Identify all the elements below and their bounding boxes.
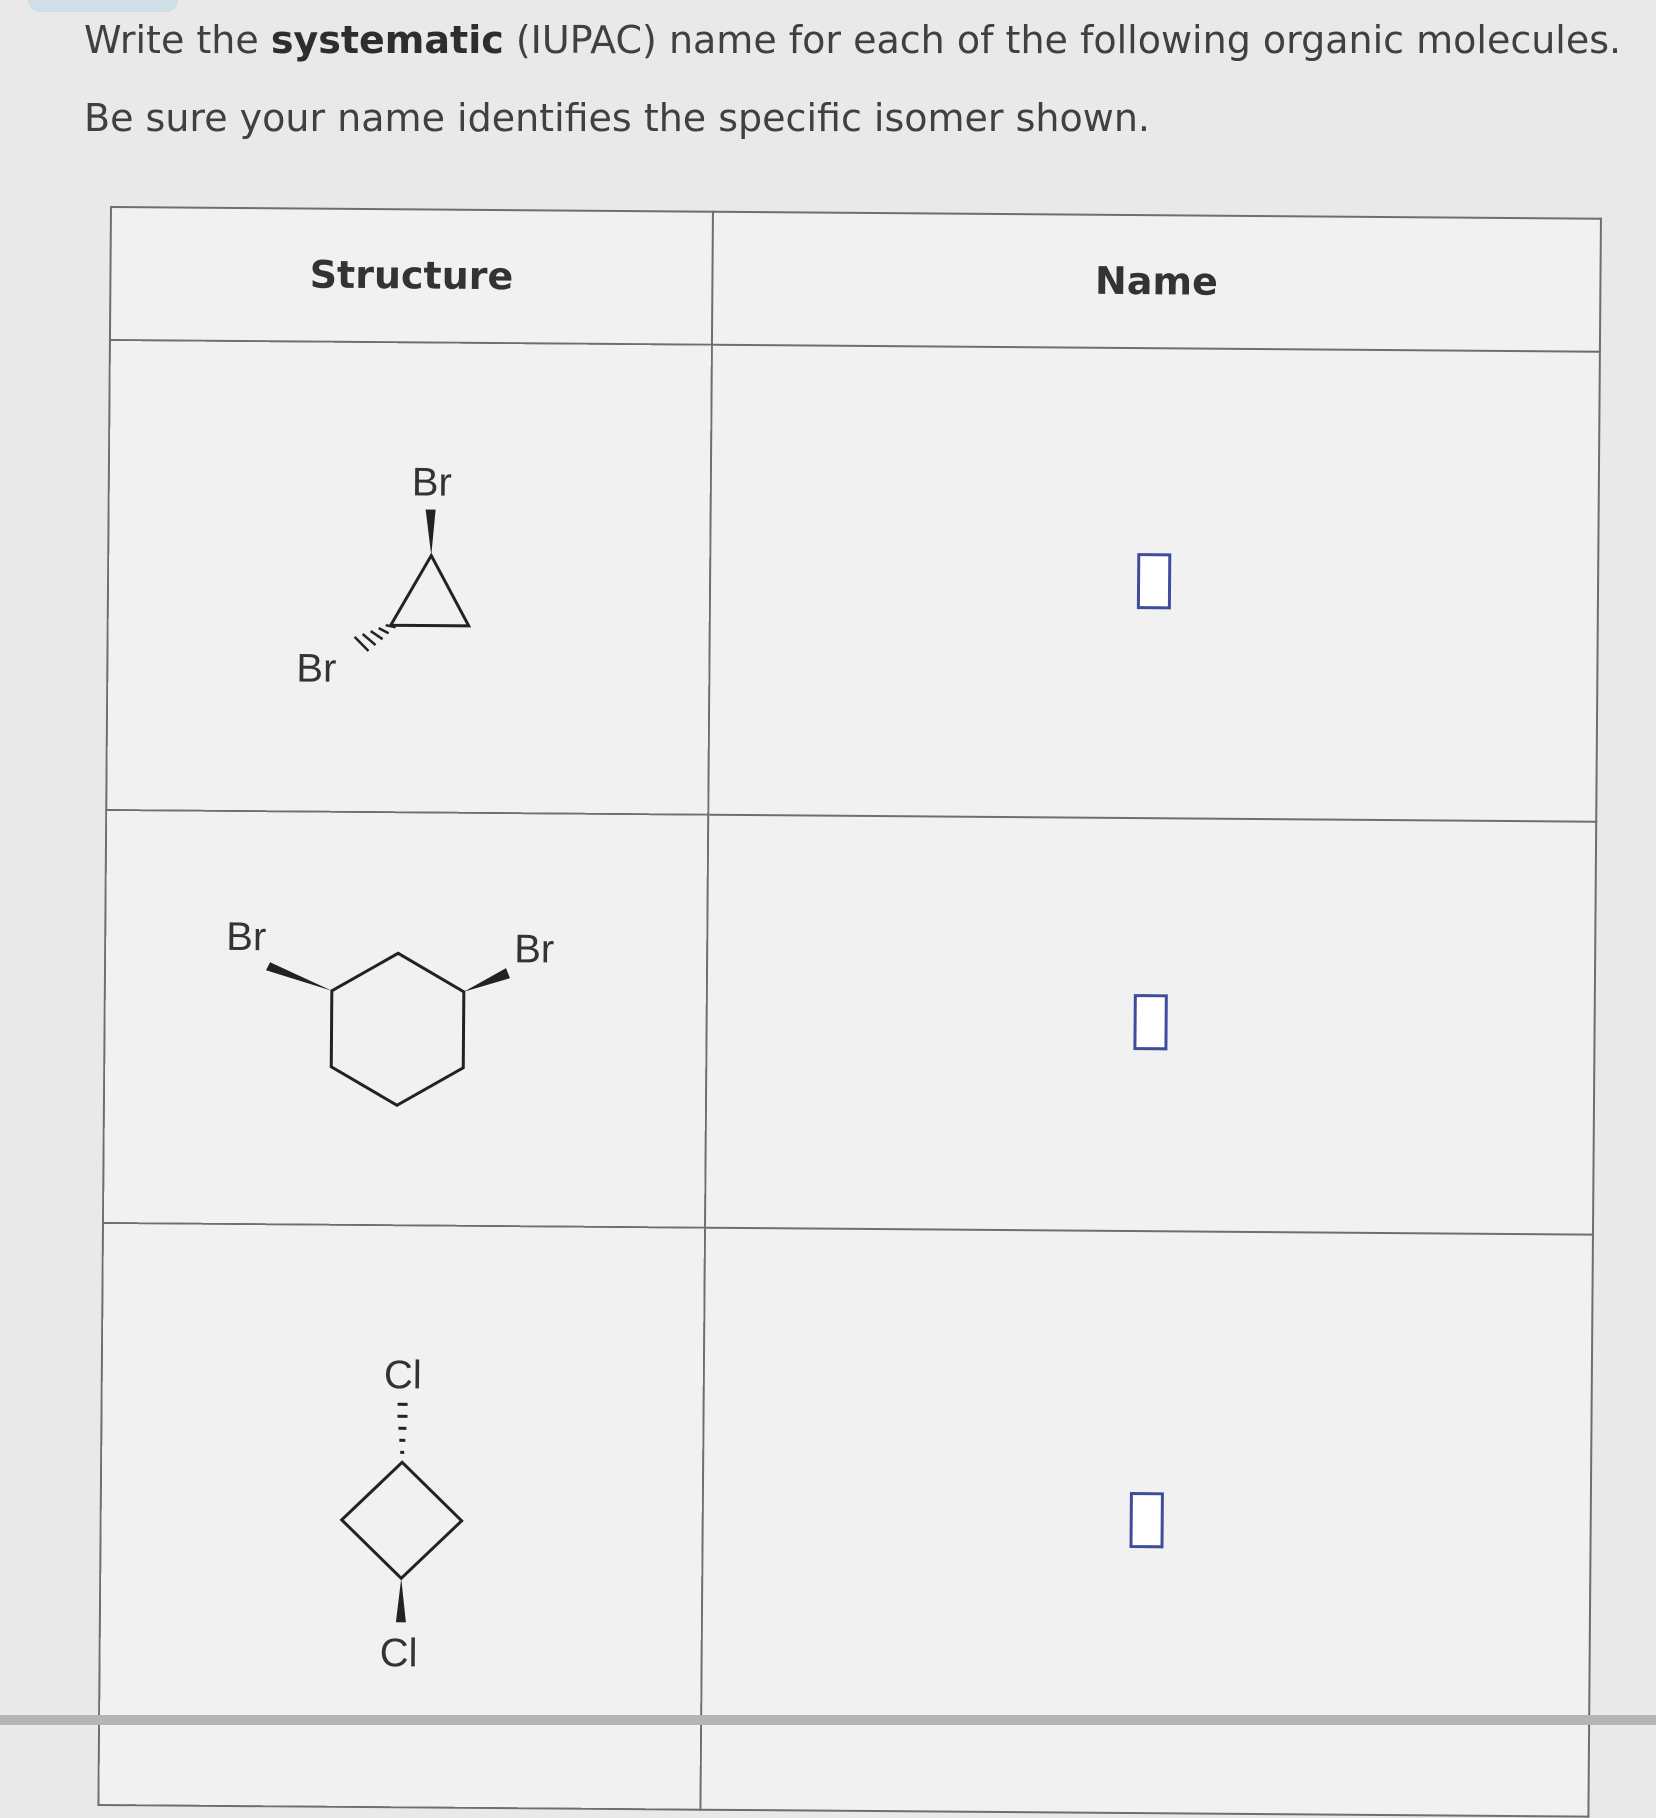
instruction-text: Write the [84,18,271,62]
dichlorocyclobutane-structure [250,1345,553,1687]
name-answer-field[interactable] [1129,1492,1163,1548]
wedge-bond [266,963,332,992]
atom-label-cl-bottom: Cl [380,1631,418,1675]
wedge-bond [396,1578,406,1622]
bottom-bar [0,1715,1656,1725]
header-name: Name [712,212,1601,352]
atom-label-br-left: Br [226,915,266,959]
cyclohexane-ring [331,953,464,1106]
wedge-bond [464,968,510,992]
name-cell [708,344,1600,821]
structure-name-table [97,206,1602,1818]
structure-cell [106,340,712,815]
atom-label-br-left: Br [296,646,336,690]
hash-bond [355,625,396,651]
table-row [98,1223,1593,1817]
wedge-bond [425,509,435,555]
name-answer-field[interactable] [1137,553,1171,609]
top-tab [28,0,178,12]
atom-label-cl-top: Cl [384,1353,422,1397]
header-structure: Structure [110,207,713,344]
name-cell [700,1227,1593,1816]
cyclopropane-ring [391,555,470,626]
dibromocyclopropane-structure [258,436,560,718]
cyclobutane-ring [341,1462,462,1579]
instruction-text: (IUPAC) name for each of the following organic molecules. [504,18,1621,62]
name-cell [705,815,1596,1234]
hash-bond [397,1404,407,1452]
instructions [84,14,1624,144]
instruction-line-1 [84,14,1624,66]
table-header-row [110,207,1601,351]
dibromocyclohexane-structure [205,902,607,1135]
table-row [103,810,1596,1234]
atom-label-br-right: Br [514,928,554,972]
name-answer-field[interactable] [1133,994,1167,1050]
instruction-line-2: Be sure your name identifies the specific isomer shown. [84,92,1624,144]
instruction-bold-text: systematic [271,18,504,62]
atom-label-br-top: Br [412,460,452,504]
table-row [106,340,1600,822]
structure-cell [103,810,708,1227]
